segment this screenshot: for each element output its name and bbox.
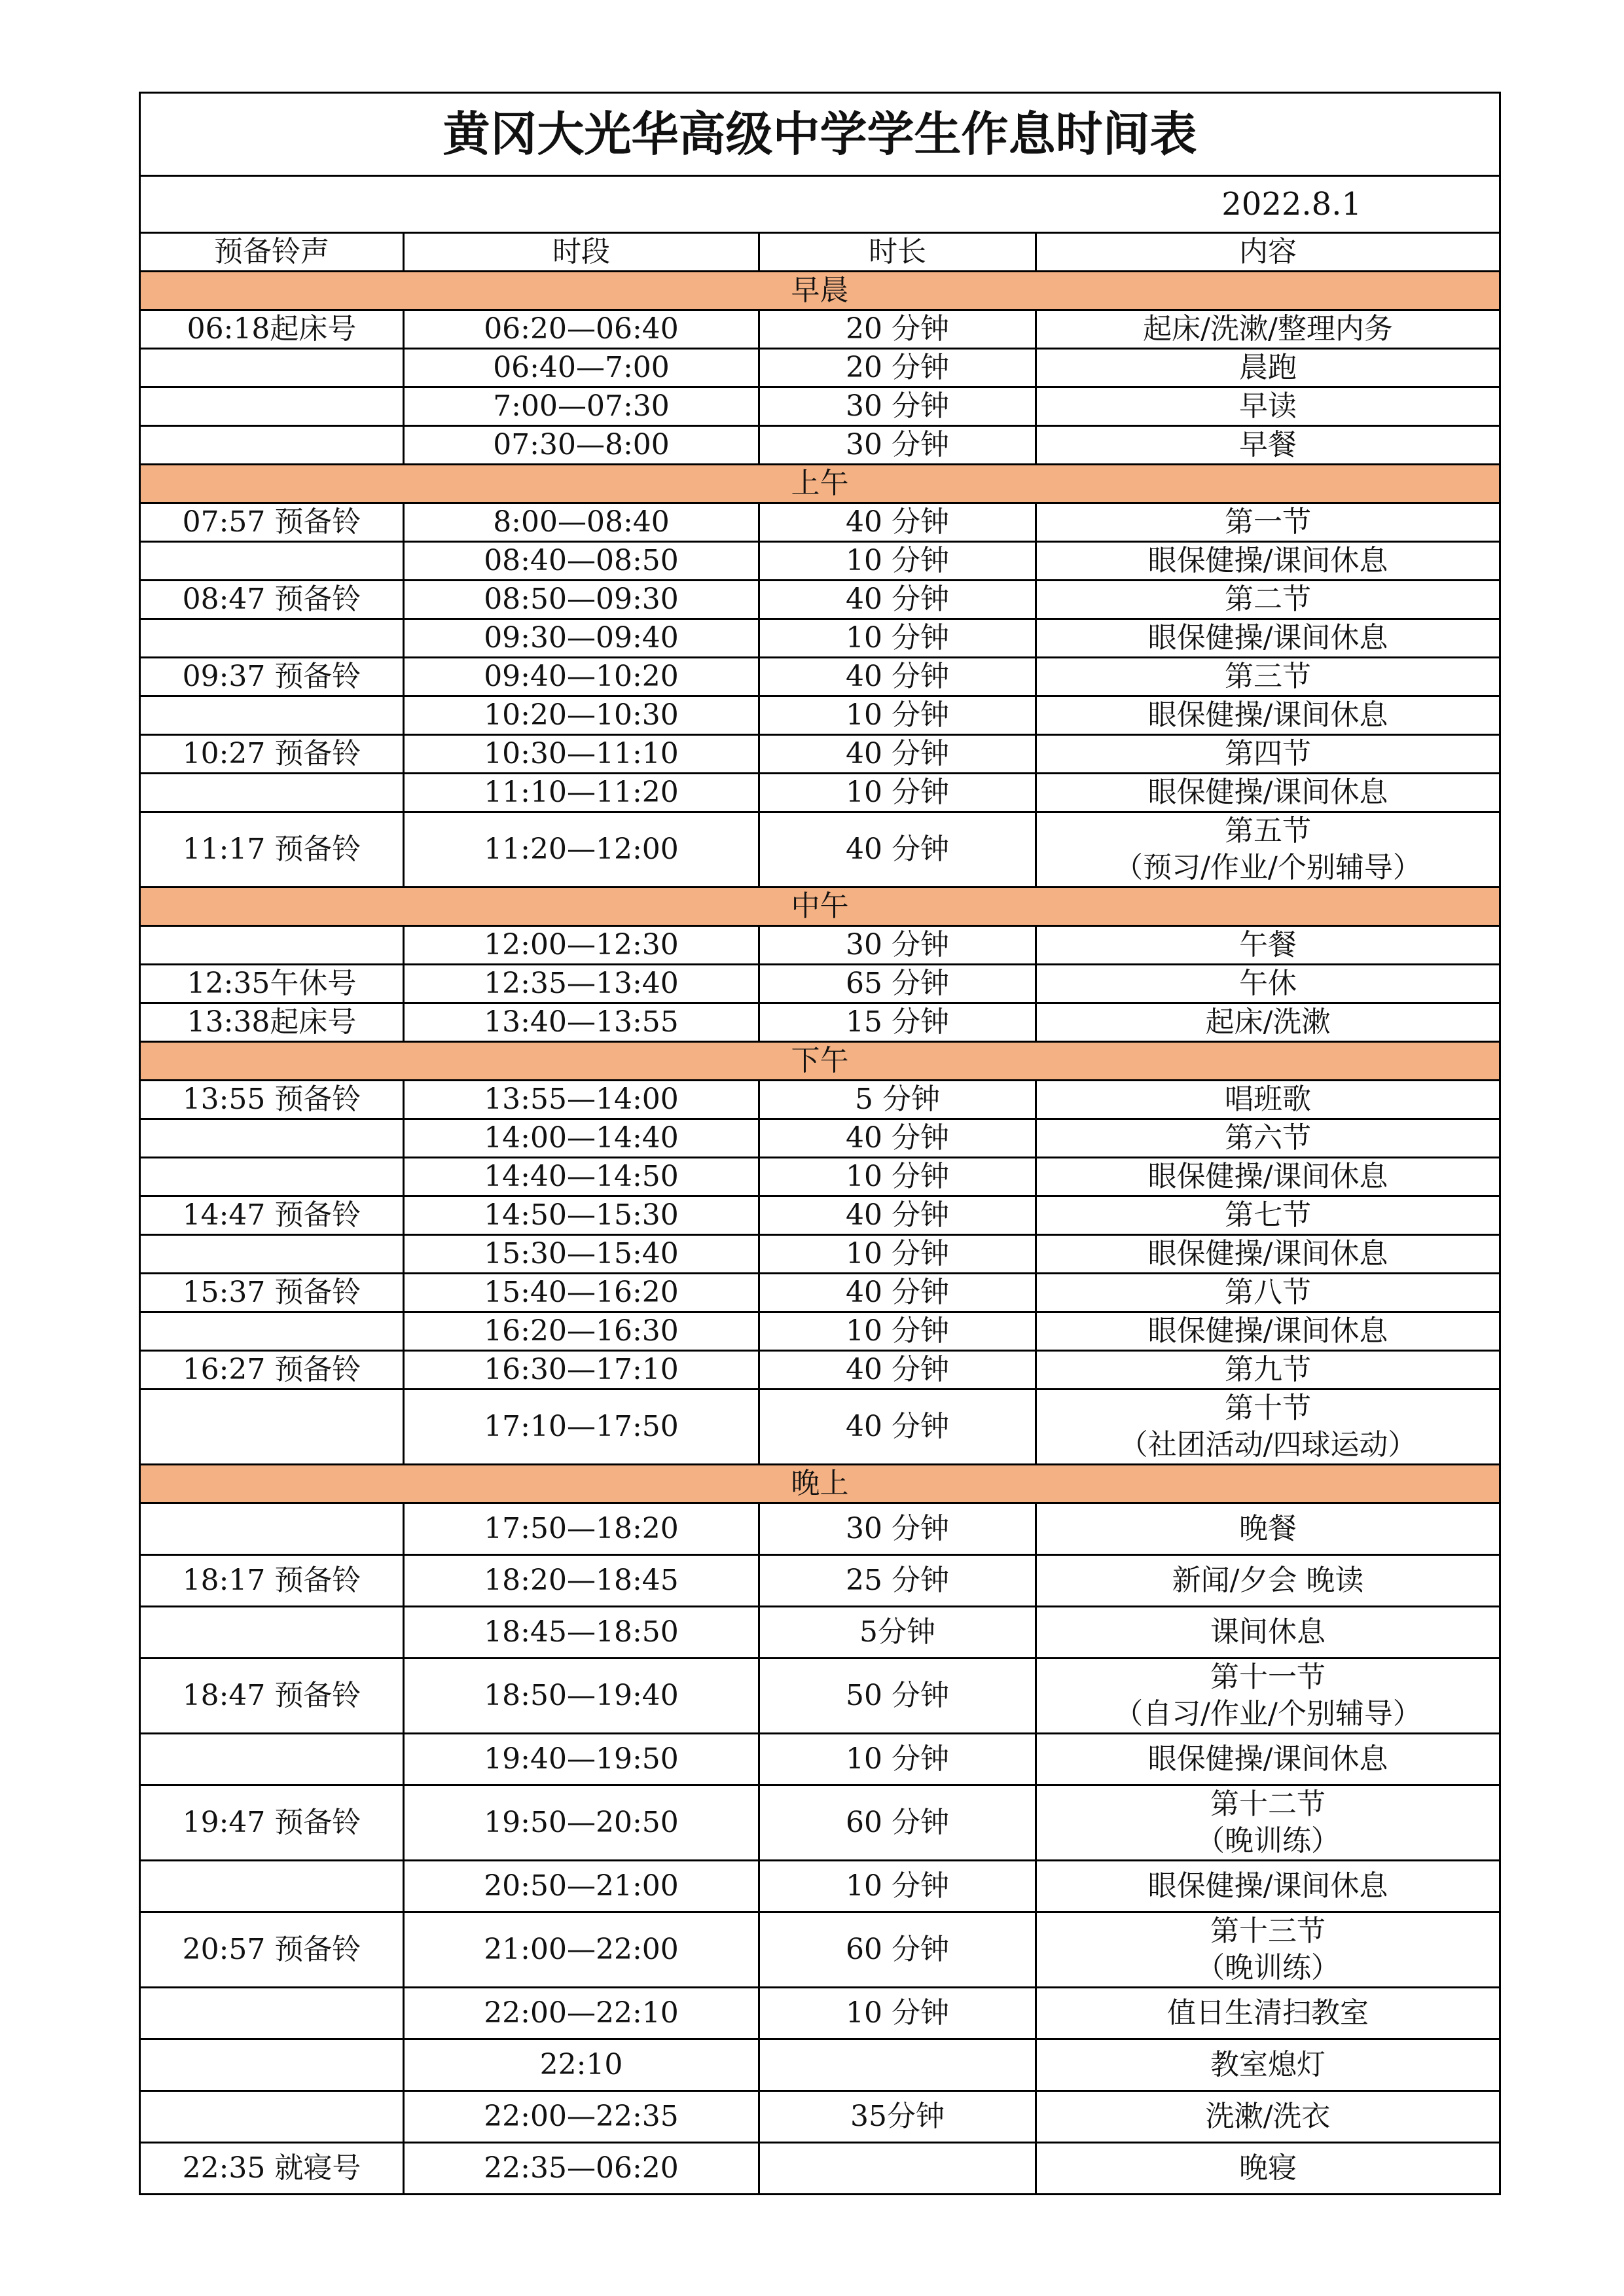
- table-row: [140, 1555, 1500, 1607]
- bell-cell: 20:57 预备铃: [140, 1912, 404, 1988]
- bell-cell: 19:47 预备铃: [140, 1785, 404, 1861]
- duration-cell: 35分钟: [759, 2091, 1036, 2143]
- period-cell: 16:20—16:30: [404, 1312, 759, 1351]
- content-cell: [1036, 926, 1500, 965]
- table-row: [140, 696, 1500, 735]
- period-cell: 15:40—16:20: [404, 1274, 759, 1312]
- content-cell: [1036, 2143, 1500, 2195]
- bell-cell: 10:27 预备铃: [140, 735, 404, 774]
- bell-cell: 22:35 就寝号: [140, 2143, 404, 2195]
- content-cell: [1036, 696, 1500, 735]
- column-header-content: 内容: [1036, 233, 1500, 272]
- duration-cell: 30 分钟: [759, 387, 1036, 426]
- table-row: [140, 503, 1500, 542]
- period-cell: 12:35—13:40: [404, 965, 759, 1003]
- content-cell: [1036, 1274, 1500, 1312]
- table-row: [140, 1734, 1500, 1785]
- content-line: 第七节: [1225, 1198, 1311, 1232]
- bell-cell: [140, 1158, 404, 1196]
- bell-cell: [140, 2039, 404, 2091]
- content-cell: [1036, 1861, 1500, 1912]
- table-row: [140, 812, 1500, 888]
- duration-cell: 40 分钟: [759, 1119, 1036, 1158]
- content-line: 第十二节: [1210, 1787, 1326, 1821]
- bell-cell: [140, 426, 404, 465]
- column-header-period: 时段: [404, 233, 759, 272]
- period-cell: 08:40—08:50: [404, 542, 759, 581]
- duration-cell: 50 分钟: [759, 1659, 1036, 1734]
- content-line: 早餐: [1239, 428, 1297, 461]
- duration-cell: 10 分钟: [759, 696, 1036, 735]
- table-row: [140, 1390, 1500, 1465]
- period-cell: 06:40—7:00: [404, 349, 759, 387]
- content-cell: [1036, 426, 1500, 465]
- section-row: [140, 888, 1500, 926]
- duration-cell: 30 分钟: [759, 926, 1036, 965]
- duration-cell: [759, 2143, 1036, 2195]
- bell-cell: 08:47 预备铃: [140, 581, 404, 619]
- content-cell: [1036, 1119, 1500, 1158]
- period-cell: 22:00—22:10: [404, 1988, 759, 2039]
- content-line: 午休: [1239, 967, 1297, 1000]
- duration-cell: 40 分钟: [759, 1274, 1036, 1312]
- content-line: 眼保健操/课间休息: [1147, 544, 1388, 577]
- content-line: 眼保健操/课间休息: [1147, 776, 1388, 809]
- table-row: [140, 1912, 1500, 1988]
- content-line: 晚寝: [1239, 2151, 1297, 2185]
- content-cell: [1036, 503, 1500, 542]
- bell-cell: [140, 542, 404, 581]
- duration-cell: 40 分钟: [759, 658, 1036, 696]
- bell-cell: 14:47 预备铃: [140, 1196, 404, 1235]
- duration-cell: 10 分钟: [759, 1158, 1036, 1196]
- content-line: （预习/作业/个别辅导）: [1114, 851, 1422, 884]
- period-cell: 7:00—07:30: [404, 387, 759, 426]
- date-label: 2022.8.1: [140, 176, 1500, 233]
- content-cell: [1036, 1196, 1500, 1235]
- table-row: [140, 619, 1500, 658]
- duration-cell: 10 分钟: [759, 1734, 1036, 1785]
- table-row: [140, 1988, 1500, 2039]
- period-cell: 11:20—12:00: [404, 812, 759, 888]
- table-row: [140, 1196, 1500, 1235]
- table-row: [140, 1351, 1500, 1390]
- duration-cell: 65 分钟: [759, 965, 1036, 1003]
- section-row: [140, 1465, 1500, 1503]
- period-cell: 21:00—22:00: [404, 1912, 759, 1988]
- table-row: [140, 965, 1500, 1003]
- bell-cell: [140, 1390, 404, 1465]
- duration-cell: 40 分钟: [759, 735, 1036, 774]
- duration-cell: 20 分钟: [759, 349, 1036, 387]
- duration-cell: 15 分钟: [759, 1003, 1036, 1042]
- content-cell: [1036, 1555, 1500, 1607]
- page-title: 黄冈大光华高级中学学生作息时间表: [140, 93, 1500, 176]
- bell-cell: [140, 774, 404, 812]
- content-cell: [1036, 1607, 1500, 1659]
- duration-cell: 10 分钟: [759, 1861, 1036, 1912]
- content-line: （自习/作业/个别辅导）: [1114, 1697, 1422, 1731]
- table-row: [140, 1235, 1500, 1274]
- period-cell: 13:40—13:55: [404, 1003, 759, 1042]
- bell-cell: 06:18起床号: [140, 310, 404, 349]
- date-row: [140, 176, 1500, 233]
- table-row: [140, 581, 1500, 619]
- bell-cell: [140, 926, 404, 965]
- bell-cell: 09:37 预备铃: [140, 658, 404, 696]
- period-cell: 08:50—09:30: [404, 581, 759, 619]
- content-cell: [1036, 542, 1500, 581]
- content-line: 第十节: [1225, 1391, 1311, 1425]
- column-header-bell: 预备铃声: [140, 233, 404, 272]
- period-cell: 14:40—14:50: [404, 1158, 759, 1196]
- table-row: [140, 2039, 1500, 2091]
- table-row: [140, 387, 1500, 426]
- bell-cell: 13:55 预备铃: [140, 1081, 404, 1119]
- table-row: [140, 774, 1500, 812]
- period-cell: 11:10—11:20: [404, 774, 759, 812]
- content-line: 唱班歌: [1225, 1083, 1311, 1116]
- content-line: 值日生清扫教室: [1167, 1996, 1369, 2030]
- period-cell: 18:50—19:40: [404, 1659, 759, 1734]
- table-row: [140, 1158, 1500, 1196]
- content-cell: [1036, 1785, 1500, 1861]
- bell-cell: 18:17 预备铃: [140, 1555, 404, 1607]
- duration-cell: 10 分钟: [759, 542, 1036, 581]
- table-row: [140, 426, 1500, 465]
- period-cell: 06:20—06:40: [404, 310, 759, 349]
- bell-cell: [140, 2091, 404, 2143]
- schedule-table: [139, 92, 1501, 2195]
- period-cell: 14:50—15:30: [404, 1196, 759, 1235]
- content-cell: [1036, 1734, 1500, 1785]
- period-cell: 19:40—19:50: [404, 1734, 759, 1785]
- period-cell: 8:00—08:40: [404, 503, 759, 542]
- content-cell: [1036, 581, 1500, 619]
- content-cell: [1036, 1988, 1500, 2039]
- bell-cell: [140, 1119, 404, 1158]
- duration-cell: 60 分钟: [759, 1785, 1036, 1861]
- content-line: 第九节: [1225, 1353, 1311, 1386]
- period-cell: 13:55—14:00: [404, 1081, 759, 1119]
- content-line: 早读: [1239, 389, 1297, 423]
- content-line: 晚餐: [1239, 1512, 1297, 1545]
- section-title: 下午: [140, 1042, 1500, 1081]
- bell-cell: 12:35午休号: [140, 965, 404, 1003]
- period-cell: 07:30—8:00: [404, 426, 759, 465]
- content-line: 午餐: [1239, 928, 1297, 961]
- table-row: [140, 1861, 1500, 1912]
- bell-cell: [140, 349, 404, 387]
- table-row: [140, 1607, 1500, 1659]
- bell-cell: [140, 1503, 404, 1555]
- duration-cell: 10 分钟: [759, 1235, 1036, 1274]
- content-line: 眼保健操/课间休息: [1147, 1869, 1388, 1903]
- content-cell: [1036, 1503, 1500, 1555]
- content-line: 教室熄灯: [1210, 2048, 1326, 2081]
- table-row: [140, 1503, 1500, 1555]
- content-line: 第十三节: [1210, 1914, 1326, 1948]
- table-row: [140, 349, 1500, 387]
- content-line: 第一节: [1225, 505, 1311, 539]
- duration-cell: 40 分钟: [759, 1351, 1036, 1390]
- content-cell: [1036, 387, 1500, 426]
- content-line: 起床/洗漱/整理内务: [1143, 312, 1393, 346]
- content-cell: [1036, 1003, 1500, 1042]
- table-row: [140, 1274, 1500, 1312]
- content-line: 第二节: [1225, 583, 1311, 616]
- content-line: （社团活动/四球运动）: [1119, 1428, 1417, 1462]
- table-row: [140, 2143, 1500, 2195]
- content-line: 第十一节: [1210, 1660, 1326, 1694]
- bell-cell: 18:47 预备铃: [140, 1659, 404, 1734]
- section-title: 早晨: [140, 272, 1500, 310]
- content-line: 眼保健操/课间休息: [1147, 1237, 1388, 1270]
- section-title: 中午: [140, 888, 1500, 926]
- section-title: 晚上: [140, 1465, 1500, 1503]
- bell-cell: 16:27 预备铃: [140, 1351, 404, 1390]
- period-cell: 10:20—10:30: [404, 696, 759, 735]
- content-cell: [1036, 1158, 1500, 1196]
- content-cell: [1036, 1081, 1500, 1119]
- duration-cell: 40 分钟: [759, 1196, 1036, 1235]
- duration-cell: 20 分钟: [759, 310, 1036, 349]
- bell-cell: [140, 619, 404, 658]
- content-cell: [1036, 658, 1500, 696]
- duration-cell: 25 分钟: [759, 1555, 1036, 1607]
- content-cell: [1036, 619, 1500, 658]
- content-cell: [1036, 1659, 1500, 1734]
- table-row: [140, 1659, 1500, 1734]
- duration-cell: [759, 2039, 1036, 2091]
- duration-cell: 40 分钟: [759, 812, 1036, 888]
- column-header-duration: 时长: [759, 233, 1036, 272]
- table-row: [140, 1003, 1500, 1042]
- content-line: 眼保健操/课间休息: [1147, 1742, 1388, 1776]
- period-cell: 17:10—17:50: [404, 1390, 759, 1465]
- table-row: [140, 310, 1500, 349]
- period-cell: 14:00—14:40: [404, 1119, 759, 1158]
- content-line: 晨跑: [1239, 351, 1297, 384]
- period-cell: 20:50—21:00: [404, 1861, 759, 1912]
- content-cell: [1036, 349, 1500, 387]
- table-row: [140, 926, 1500, 965]
- duration-cell: 10 分钟: [759, 1312, 1036, 1351]
- content-cell: [1036, 1390, 1500, 1465]
- bell-cell: [140, 387, 404, 426]
- content-cell: [1036, 735, 1500, 774]
- content-line: 课间休息: [1210, 1615, 1326, 1649]
- column-header-row: [140, 233, 1500, 272]
- period-cell: 18:45—18:50: [404, 1607, 759, 1659]
- section-title: 上午: [140, 465, 1500, 503]
- table-row: [140, 2091, 1500, 2143]
- content-line: 眼保健操/课间休息: [1147, 698, 1388, 732]
- content-line: 眼保健操/课间休息: [1147, 621, 1388, 655]
- bell-cell: 07:57 预备铃: [140, 503, 404, 542]
- content-cell: [1036, 2039, 1500, 2091]
- content-cell: [1036, 1351, 1500, 1390]
- table-row: [140, 1785, 1500, 1861]
- section-row: [140, 465, 1500, 503]
- content-line: 新闻/夕会 晚读: [1172, 1564, 1364, 1597]
- bell-cell: [140, 696, 404, 735]
- duration-cell: 40 分钟: [759, 1390, 1036, 1465]
- content-cell: [1036, 965, 1500, 1003]
- period-cell: 22:10: [404, 2039, 759, 2091]
- table-row: [140, 1081, 1500, 1119]
- duration-cell: 40 分钟: [759, 503, 1036, 542]
- bell-cell: [140, 1988, 404, 2039]
- content-line: 洗漱/洗衣: [1205, 2100, 1331, 2133]
- content-line: 眼保健操/课间休息: [1147, 1160, 1388, 1193]
- content-cell: [1036, 1235, 1500, 1274]
- period-cell: 17:50—18:20: [404, 1503, 759, 1555]
- period-cell: 09:40—10:20: [404, 658, 759, 696]
- period-cell: 12:00—12:30: [404, 926, 759, 965]
- table-row: [140, 735, 1500, 774]
- duration-cell: 30 分钟: [759, 426, 1036, 465]
- period-cell: 09:30—09:40: [404, 619, 759, 658]
- content-line: 起床/洗漱: [1205, 1005, 1331, 1039]
- duration-cell: 5分钟: [759, 1607, 1036, 1659]
- period-cell: 22:00—22:35: [404, 2091, 759, 2143]
- content-line: （晚训练）: [1196, 1824, 1340, 1857]
- bell-cell: 15:37 预备铃: [140, 1274, 404, 1312]
- duration-cell: 10 分钟: [759, 774, 1036, 812]
- section-row: [140, 272, 1500, 310]
- content-line: （晚训练）: [1196, 1951, 1340, 1984]
- period-cell: 18:20—18:45: [404, 1555, 759, 1607]
- content-line: 第四节: [1225, 737, 1311, 770]
- bell-cell: [140, 1734, 404, 1785]
- bell-cell: 11:17 预备铃: [140, 812, 404, 888]
- table-row: [140, 1119, 1500, 1158]
- duration-cell: 60 分钟: [759, 1912, 1036, 1988]
- table-row: [140, 1312, 1500, 1351]
- section-row: [140, 1042, 1500, 1081]
- duration-cell: 10 分钟: [759, 619, 1036, 658]
- period-cell: 22:35—06:20: [404, 2143, 759, 2195]
- duration-cell: 40 分钟: [759, 581, 1036, 619]
- title-row: [140, 93, 1500, 176]
- bell-cell: [140, 1861, 404, 1912]
- content-line: 第六节: [1225, 1121, 1311, 1155]
- period-cell: 15:30—15:40: [404, 1235, 759, 1274]
- duration-cell: 30 分钟: [759, 1503, 1036, 1555]
- content-cell: [1036, 1312, 1500, 1351]
- duration-cell: 10 分钟: [759, 1988, 1036, 2039]
- content-cell: [1036, 774, 1500, 812]
- content-cell: [1036, 1912, 1500, 1988]
- bell-cell: [140, 1607, 404, 1659]
- bell-cell: [140, 1235, 404, 1274]
- duration-cell: 5 分钟: [759, 1081, 1036, 1119]
- content-cell: [1036, 2091, 1500, 2143]
- table-row: [140, 658, 1500, 696]
- content-cell: [1036, 812, 1500, 888]
- table-row: [140, 542, 1500, 581]
- bell-cell: [140, 1312, 404, 1351]
- period-cell: 10:30—11:10: [404, 735, 759, 774]
- period-cell: 19:50—20:50: [404, 1785, 759, 1861]
- content-line: 眼保健操/课间休息: [1147, 1314, 1388, 1348]
- content-line: 第八节: [1225, 1276, 1311, 1309]
- bell-cell: 13:38起床号: [140, 1003, 404, 1042]
- period-cell: 16:30—17:10: [404, 1351, 759, 1390]
- content-line: 第五节: [1225, 814, 1311, 848]
- content-line: 第三节: [1225, 660, 1311, 693]
- content-cell: [1036, 310, 1500, 349]
